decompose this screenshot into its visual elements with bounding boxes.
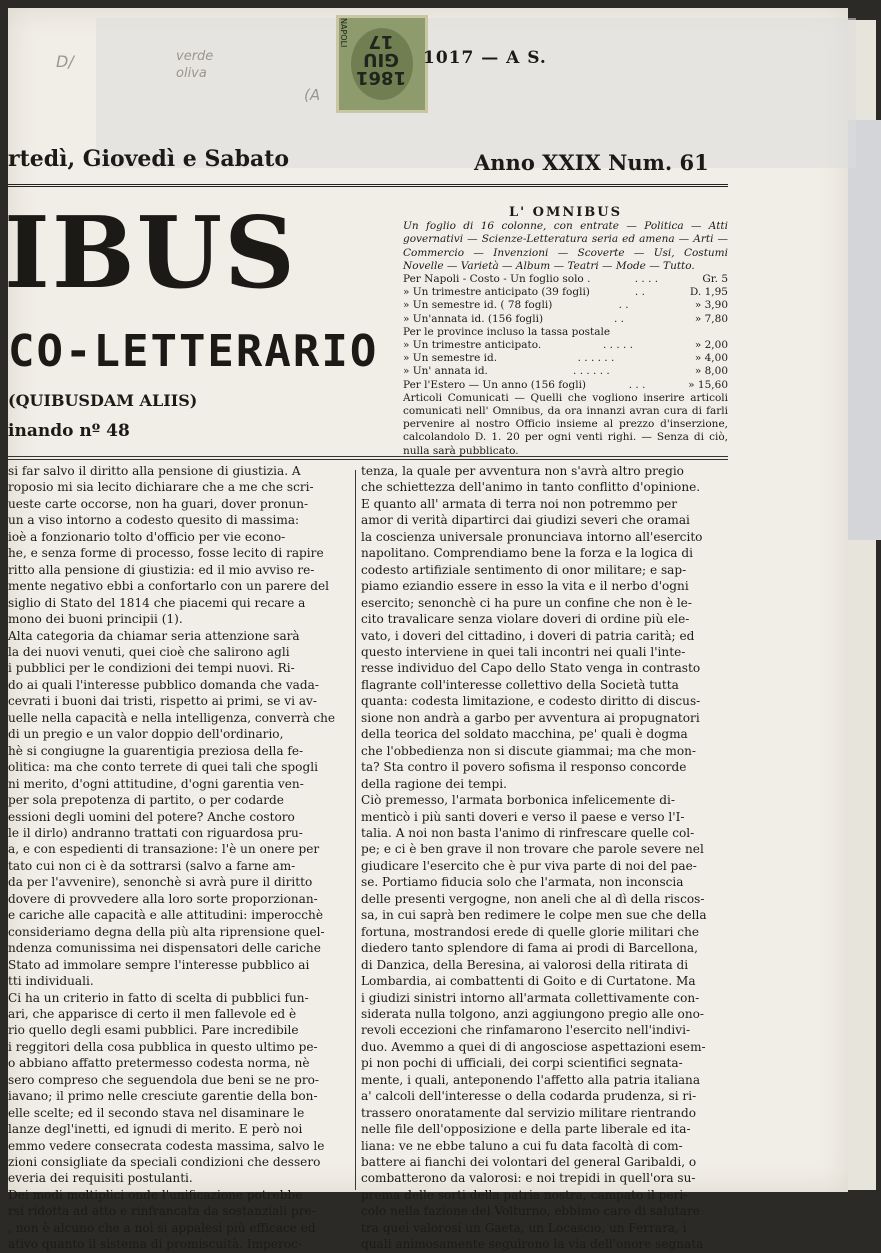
postmark <box>351 32 411 86</box>
article-line: la coscienza universale pronunciava intorno all'esercito <box>361 529 703 544</box>
price-value: D. 1,95 <box>689 286 728 299</box>
postmark-town: NAPOLI <box>339 18 348 48</box>
article-line: emmo vedere consecrata codesta massima, salvo le <box>8 1138 325 1153</box>
article-line: rsi ridotta ad atto e rinfrancata da sostanziali pre- <box>8 1204 316 1219</box>
article-line: fortuna, mostrandosi erede di quelle glorie militari che <box>361 924 700 939</box>
article-line: olitica: ma che conto terrete di quei tali che spogli <box>8 760 318 775</box>
article-line: ativo quanto il sistema di promiscuità. Imperoc- <box>8 1237 302 1252</box>
article-line: di un pregio e un valor doppio dell'ordinario, <box>8 727 284 742</box>
price-label: Per Napoli - Costo - Un foglio solo . <box>403 273 591 286</box>
article-line: cito travalicare senza violare doveri di ordine più ele- <box>361 612 690 627</box>
article-line: sero compreso che seguendola due beni se ne pro- <box>8 1072 319 1087</box>
article-line: per sola prepotenza di partito, o per codarde <box>8 793 284 808</box>
article-line: ndenza comunissima nei dispensatori delle cariche <box>8 941 321 956</box>
price-row <box>403 326 728 339</box>
article-line: ari, che apparisce di certo il men fallevole ed è <box>8 1006 297 1021</box>
masthead-motto: (QUIBUSDAM ALIIS) <box>8 391 198 410</box>
article-line: un a viso intorno a codesto quesito di massima: <box>8 513 300 528</box>
price-value: » 3,90 <box>694 299 728 312</box>
article-line: ta? Sta contro il povero sofisma il responso concorde <box>361 760 687 775</box>
price-label: » Un trimestre anticipato (39 fogli) <box>403 286 590 299</box>
columns-top-rule <box>8 456 728 457</box>
article-line: delle presenti vergogne, non aneli che al dì della riscos- <box>361 891 705 906</box>
price-row <box>403 313 728 326</box>
article-line: flagrante coll'interesse collettivo della Società tutta <box>361 677 679 692</box>
article-line: della teorica del soldato macchina, pe' quali è dogma <box>361 727 688 742</box>
article-line: codesto artifiziale sentimento di onor militare; e sap- <box>361 562 687 577</box>
article-line: napolitano. Comprendiamo bene la forza e la logica di <box>361 546 693 561</box>
price-value: » 8,00 <box>694 365 728 378</box>
price-row <box>403 339 728 352</box>
decree-reference: inando nº 48 <box>8 421 130 441</box>
motto-text: QUIBUSDAM ALIIS) <box>15 391 198 410</box>
postmark-year: 1861 <box>355 67 407 88</box>
box-description: Un foglio di 16 colonne, con entrate — Politica — Atti governativi — Scienze-Letteratura seria ed amena — Arti — Commercio — Invenzioni — Scoverte — Usi, Costumi Novelle — Varietà — Album — Teatri — Mode — Tutto. <box>403 220 728 272</box>
article-line: combatterono da valorosi: e noi trepidi in quell'ora su- <box>361 1171 696 1186</box>
header-rule <box>8 184 728 187</box>
article-line: he, e senza forme di processo, fosse lecito di rapire <box>8 546 324 561</box>
price-label: Per le province incluso la tassa postale <box>403 325 611 338</box>
article-line: liana: ve ne ebbe taluno a cui fu data facoltà di com- <box>361 1138 683 1153</box>
newspaper-page <box>4 8 848 1252</box>
article-line: cevrati i buoni dai tristi, rispetto ai primi, se vi av- <box>8 694 317 709</box>
article-line: i giudizi sinistri intorno all'armata collettivamente con- <box>361 990 700 1005</box>
article-line: esercito; senonchè ci ha pure un confine che non è le- <box>361 595 692 610</box>
price-row <box>403 352 728 365</box>
article-line: iavano; il primo nelle cresciute garentie della bon- <box>8 1089 318 1104</box>
article-line: , non è alcuno che a noi si appalesi più efficace ed <box>8 1220 316 1235</box>
article-line: siglio di Stato del 1814 che piacemi qui recare a <box>8 595 306 610</box>
masthead-title: IBUS <box>4 196 297 311</box>
price-label: Per l'Estero — Un anno (156 fogli) <box>403 378 587 391</box>
price-value: » 4,00 <box>694 352 728 365</box>
masthead-subtitle: CO-LETTERARIO <box>8 326 379 377</box>
article-line: essioni degli uomini del potere? Anche costoro <box>8 809 295 824</box>
article-line: nelle file dell'opposizione e della parte liberale ed ita- <box>361 1122 691 1137</box>
postage-stamp <box>336 15 428 113</box>
article-line: se. Portiamo fiducia solo che l'armata, non inconscia <box>361 875 684 890</box>
article-line: talia. A noi non basta l'animo di rinfrescare quelle col- <box>361 825 695 840</box>
article-line: resse individuo del Capo dello Stato venga in contrasto <box>361 661 701 676</box>
article-line: Dei modi moltiplici onde l'unificazione potrebbe <box>8 1187 303 1202</box>
article-line: da per l'avvenire), senonchè si avrà pure il diritto <box>8 875 313 890</box>
article-line: giudicare l'esercito che è pur viva parte di noi del pae- <box>361 858 697 873</box>
article-line: Ci ha un criterio in fatto di scelta di pubblici fun- <box>8 990 309 1005</box>
box-title: L' OMNIBUS <box>508 205 623 220</box>
article-line: duo. Avemmo a quei di di angosciose aspettazioni esem- <box>361 1039 706 1054</box>
article-line: uelle nella capacità e nella intelligenza, converrà che <box>8 710 336 725</box>
article-line: roposio mi sia lecito dichiarare che a me che scri- <box>8 480 314 495</box>
article-line: che l'obbedienza non si discute giammai; ma che mon- <box>361 743 696 758</box>
price-value: » 7,80 <box>694 312 728 325</box>
price-row <box>403 379 728 392</box>
price-dots: . . <box>618 299 629 312</box>
article-line: Stato ad immolare sempre l'interesse pubblico ai <box>8 957 310 972</box>
article-column-left <box>8 463 345 1253</box>
article-line: elle scelte; ed il secondo stava nel disaminare le <box>8 1105 305 1120</box>
price-dots: . . <box>634 286 645 299</box>
article-line: ni merito, d'ogni attitudine, d'ogni garentia ven- <box>8 776 304 791</box>
pencil-note-left: D/ <box>56 52 74 71</box>
article-line: i reggitori della cosa pubblica in questo ultimo pe- <box>8 1039 318 1054</box>
price-row <box>403 299 728 312</box>
article-line: pe; e ci è ben grave il non trovare che parole severe nel <box>361 842 704 857</box>
price-label: » Un'annata id. (156 fogli) <box>403 312 544 325</box>
pencil-note-mark: (A <box>304 86 321 104</box>
columns-top-rule-2 <box>8 459 728 460</box>
price-dots: . . . . <box>634 273 659 286</box>
price-value: Gr. 5 <box>702 273 728 286</box>
publication-days: rtedì, Giovedì e Sabato <box>8 146 290 172</box>
pencil-note-variety: verde oliva <box>176 49 214 81</box>
article-line: piamo eziandio essere in esso la vita e il nerbo d'ogni <box>361 579 689 594</box>
year-issue: Anno XXIX Num. 61 <box>474 150 709 175</box>
article-line: tato cui non ci è da sottrarsi (salvo a farne am- <box>8 858 296 873</box>
article-line: sione non andrà a garbo per avventura ai propugnatori <box>361 710 700 725</box>
sheet-number: 1017 — A S. <box>423 48 547 68</box>
price-dots: . . . <box>628 378 646 391</box>
article-line: a' calcoli dell'interesse o della codarda prudenza, si ri- <box>361 1089 697 1104</box>
article-line: le il dirlo) andranno trattati con riguardosa pru- <box>8 825 303 840</box>
article-line: lanze degl'inetti, ed ignudi di merito. E però noi <box>8 1122 303 1137</box>
article-line: mono dei buoni principii (1). <box>8 612 183 627</box>
article-line: pi non pochi di ufficiali, dei corpi scientifici segnata- <box>361 1056 683 1071</box>
box-footer: Articoli Comunicati — Quelli che vogliono inserire articoli comunicati nell' Omnibus, da ora innanzi avran cura di farli pervenire al nostro Officio insieme al prezzo d'inserzione, calcolandolo D. 1. 20 per ogni venti righi. — Senza di ciò, nulla sarà pubblicato. <box>403 391 728 457</box>
article-line: e cariche alle capacità e alle attitudini: imperocchè <box>8 908 324 923</box>
article-line: hè si congiugne la guarentigia preziosa della fe- <box>8 743 304 758</box>
article-line: zioni consigliate da speciali condizioni che dessero <box>8 1155 321 1170</box>
price-label: » Un semestre id. <box>403 352 498 365</box>
article-line: everia dei requisiti postulanti. <box>8 1171 193 1186</box>
article-line: a, e con espedienti di transazione: l'è un onere per <box>8 842 320 857</box>
price-label: » Un semestre id. ( 78 fogli) <box>403 299 553 312</box>
postmark-day: 17 <box>368 31 394 52</box>
article-line: diedero tanto splendore di fama ai prodi di Barcellona, <box>361 941 698 956</box>
price-row <box>403 286 728 299</box>
postmark-month: GIU <box>362 49 400 70</box>
article-line: ioè a fonzionario tolto d'officio per vie econo- <box>8 529 286 544</box>
article-line: che schiettezza dell'animo in tanto conflitto d'opinione. <box>361 480 701 495</box>
article-line: prema delle sorti della patria nostra, campato il peri- <box>361 1187 688 1202</box>
article-line: do ai quali l'interesse pubblico domanda che vada- <box>8 677 319 692</box>
price-row <box>403 273 728 286</box>
price-table <box>403 273 728 392</box>
article-line: questo interviene in quei tali incontri nei quali l'inte- <box>361 644 686 659</box>
article-line: tenza, la quale per avventura non s'avrà altro pregio <box>361 464 684 478</box>
article-line: dovere di provvedere alla loro sorte proporzionan- <box>8 891 318 906</box>
article-line: vato, i doveri del cittadino, i doveri di patria carità; ed <box>361 628 695 643</box>
article-line: di Danzica, della Beresina, ai valorosi della ritirata di <box>361 957 689 972</box>
article-line: sa, in cui saprà ben redimere le colpe men sue che della <box>361 908 707 923</box>
article-line: rio quello degli esami pubblici. Pare incredibile <box>8 1023 299 1038</box>
article-line: mente negativo ebbi a confortarlo con un parere del <box>8 579 330 594</box>
article-line: Ciò premesso, l'armata borbonica infelicemente di- <box>361 793 675 808</box>
price-row <box>403 365 728 378</box>
article-column-right <box>361 463 723 1253</box>
article-line: amor di verità dipartirci dai giudizi severi che oramai <box>361 513 690 528</box>
price-dots: . . . . . <box>602 339 634 352</box>
price-dots: . . . . . . <box>573 365 610 378</box>
subscription-box <box>403 206 728 458</box>
article-line: revoli eccezioni che rinfamarono l'esercito nell'indivi- <box>361 1023 691 1038</box>
article-line: mente, i quali, anteponendo l'affetto alla patria italiana <box>361 1072 701 1087</box>
article-line: quali animosamente seguirono la via dell'onore segnata <box>361 1237 704 1252</box>
price-value: » 2,00 <box>694 339 728 352</box>
article-line: quanta: codesta limitazione, e codesto diritto di discus- <box>361 694 701 709</box>
article-line: consideriamo degna della più alta riprensione quel- <box>8 924 325 939</box>
column-divider <box>355 470 356 1190</box>
article-line: la dei nuovi venuti, quei cioè che salirono agli <box>8 644 290 659</box>
price-dots: . . <box>613 312 624 325</box>
price-label: » Un trimestre anticipato. <box>403 339 542 352</box>
price-dots <box>610 326 728 339</box>
article-line: si far salvo il diritto alla pensione di giustizia. A <box>8 464 301 478</box>
article-line: E quanto all' armata di terra noi non potremmo per <box>361 496 678 511</box>
article-line: della ragione dei tempi. <box>361 776 507 791</box>
article-line: colo nella fazione del Volturno, ebbimo caro di salutare <box>361 1204 700 1219</box>
article-line: Alta categoria da chiamar seria attenzione sarà <box>8 628 300 643</box>
article-line: Lombardia, ai combattenti di Goito e di Curtatone. Ma <box>361 974 696 989</box>
price-dots: . . . . . . <box>577 352 615 365</box>
article-line: trassero onoratamente dal servizio militare rientrando <box>361 1105 697 1120</box>
price-value: » 15,60 <box>688 378 728 391</box>
price-label: » Un' annata id. <box>403 365 488 378</box>
article-line: ritto alla pensione di giustizia: ed il mio avviso re- <box>8 562 315 577</box>
article-line: menticò i più santi doveri e verso il paese e verso l'I- <box>361 809 685 824</box>
article-line: ueste carte occorse, non ha guari, dover pronun- <box>8 496 309 511</box>
article-line: siderata nulla tolgono, anzi aggiungono pregio alle ono- <box>361 1006 704 1021</box>
article-line: o abbiano affatto pretermesso codesta norma, nè <box>8 1056 310 1071</box>
article-line: tti individuali. <box>8 974 94 989</box>
article-line: tra quei valorosi un Gaeta, un Locascio, un Ferrara, i <box>361 1220 687 1235</box>
article-line: battere ai fianchi dei volontari del general Garibaldi, o <box>361 1155 697 1170</box>
article-line: i pubblici per le condizioni dei tempi nuovi. Ri- <box>8 661 295 676</box>
